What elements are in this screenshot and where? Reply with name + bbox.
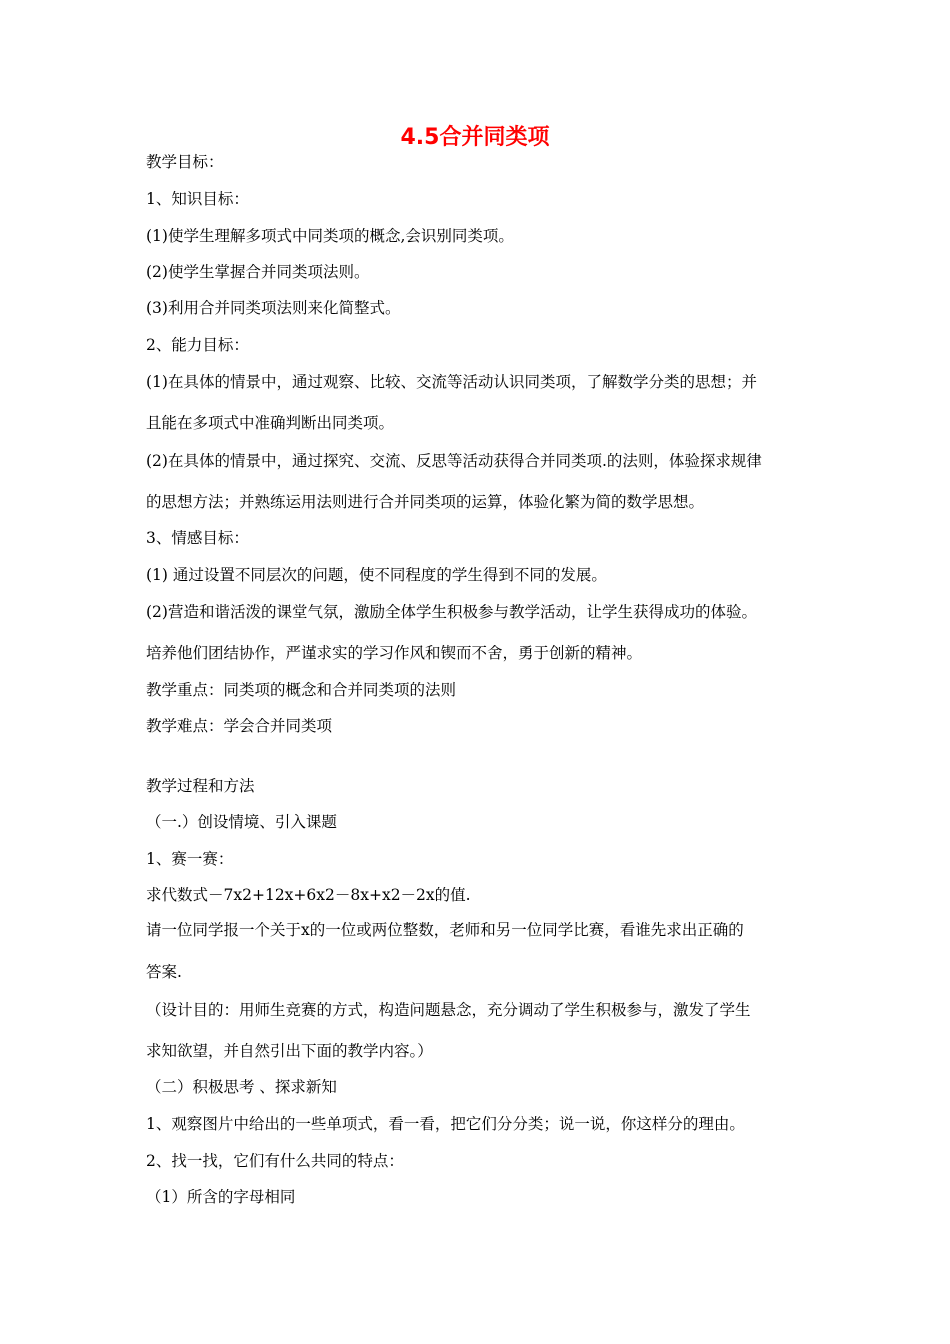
text-line: (2)使学生掌握合并同类项法则。 xyxy=(146,263,370,281)
text-line: 1、观察图片中给出的一些单项式，看一看，把它们分分类；说一说，你这样分的理由。 xyxy=(146,1115,745,1133)
text-line: (3)利用合并同类项法则来化简整式。 xyxy=(146,299,401,317)
text-line: 培养他们团结协作，严谨求实的学习作风和锲而不舍，勇于创新的精神。 xyxy=(146,644,643,662)
text-line: （1）所含的字母相同 xyxy=(146,1188,296,1206)
text-line: 教学难点：学会合并同类项 xyxy=(146,717,333,735)
text-line: (1)在具体的情景中，通过观察、比较、交流等活动认识同类项，了解数学分类的思想；并 xyxy=(146,373,757,391)
text-line: 1、知识目标： xyxy=(146,190,249,208)
text-line: (1)使学生理解多项式中同类项的概念,会识别同类项。 xyxy=(146,227,514,245)
text-line: 教学过程和方法 xyxy=(146,777,255,795)
text-line: 2、找一找，它们有什么共同的特点： xyxy=(146,1152,404,1170)
document-title: 4.5合并同类项 xyxy=(400,125,550,150)
text-line: 3、情感目标： xyxy=(146,529,249,547)
text-line: 求代数式－7x2+12x+6x2－8x+x2－2x的值. xyxy=(146,886,471,904)
text-line: 答案. xyxy=(146,963,182,981)
text-line: 求知欲望，并自然引出下面的教学内容。） xyxy=(146,1042,433,1060)
text-line: 的思想方法；并熟练运用法则进行合并同类项的运算，体验化繁为简的数学思想。 xyxy=(146,493,705,511)
text-line: 且能在多项式中准确判断出同类项。 xyxy=(146,414,395,432)
text-line: 教学目标： xyxy=(146,153,224,171)
text-line: 教学重点：同类项的概念和合并同类项的法则 xyxy=(146,681,457,699)
text-line: (2)在具体的情景中，通过探究、交流、反思等活动获得合并同类项.的法则，体验探求规律 xyxy=(146,452,762,470)
text-line: （二）积极思考 、探求新知 xyxy=(146,1078,337,1096)
text-line: （一.）创设情境、引入课题 xyxy=(146,813,337,831)
text-line: （设计目的：用师生竞赛的方式，构造问题悬念，充分调动了学生积极参与，激发了学生 xyxy=(146,1001,751,1019)
text-line: (2)营造和谐活泼的课堂气氛，激励全体学生积极参与教学活动，让学生获得成功的体验。 xyxy=(146,603,757,621)
text-line: 请一位同学报一个关于x的一位或两位整数，老师和另一位同学比赛，看谁先求出正确的 xyxy=(146,921,744,939)
text-line: 1、赛一赛： xyxy=(146,850,234,868)
text-line: (1) 通过设置不同层次的问题，使不同程度的学生得到不同的发展。 xyxy=(146,566,607,584)
text-line: 2、能力目标： xyxy=(146,336,249,354)
